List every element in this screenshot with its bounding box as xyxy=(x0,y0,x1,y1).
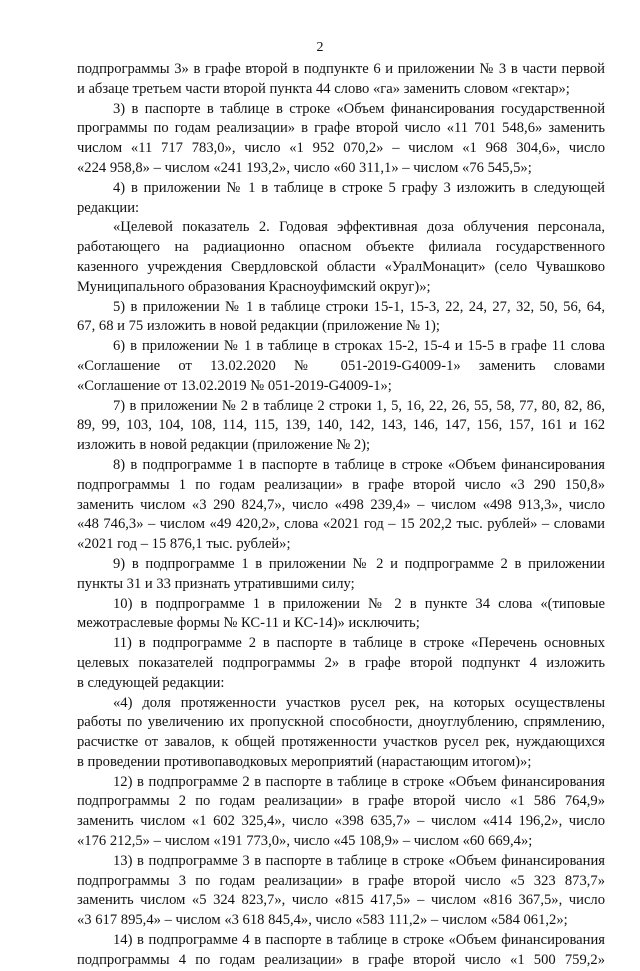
text-line: расчистке от завалов, к общей протяженности участков русел рек, нуждающихся xyxy=(77,734,605,751)
text-line: Муниципального образования Красноуфимский округ)»; xyxy=(77,278,431,295)
text-line: «4) доля протяженности участков русел рек, на которых осуществлены xyxy=(113,694,605,711)
text-line: 6) в приложении № 1 в таблице в строках 15-2, 15-4 и 15-5 в графе 11 слова xyxy=(113,338,605,355)
text-line: казенного учреждения Свердловской области «УралМонацит» (село Чувашково xyxy=(77,258,605,275)
text-line: 5) в приложении № 1 в таблице строки 15-1, 15-3, 22, 24, 27, 32, 50, 56, 64, xyxy=(113,298,605,315)
text-line: работающего на радиационно опасном объекте филиала государственного xyxy=(77,239,605,256)
text-line: 4) в приложении № 1 в таблице в строке 5 графу 3 изложить в следующей xyxy=(113,179,605,196)
body-text xyxy=(77,60,605,971)
text-line: редакции: xyxy=(77,199,140,216)
text-line: подпрограммы 3 по годам реализации» в графе второй число «5 323 873,7» xyxy=(77,872,605,889)
text-line: 11) в подпрограмме 2 в паспорте в таблице в строке «Перечень основных xyxy=(113,635,605,652)
text-line: «176 212,5» – числом «191 773,0», число «45 108,9» – числом «60 669,4»; xyxy=(77,833,533,850)
text-line: и абзаце третьем части второй пункта 44 слово «га» заменить словом «гектар»; xyxy=(77,80,570,97)
text-line: 13) в подпрограмме 3 в паспорте в таблице в строке «Объем финансирования xyxy=(113,852,605,869)
text-line: подпрограммы 4 по годам реализации» в графе второй число «1 500 759,2» xyxy=(77,951,605,968)
text-line: заменить числом «5 324 823,7», число «815 417,5» – числом «816 367,5», число xyxy=(77,892,605,909)
text-line: изложить в новой редакции (приложение № 2); xyxy=(77,437,371,454)
text-line: в следующей редакции: xyxy=(77,674,225,691)
text-line: подпрограммы 2 по годам реализации» в графе второй число «1 586 764,9» xyxy=(77,793,605,810)
text-line: целевых показателей подпрограммы 2» в графе второй подпункт 4 изложить xyxy=(77,654,605,671)
text-line: «2021 год – 15 876,1 тыс. рублей»; xyxy=(77,536,291,553)
text-line: «Соглашение от 13.02.2020 № 051-2019-G4009-1» заменить словами xyxy=(77,357,605,374)
text-line: 10) в подпрограмме 1 в приложении № 2 в пункте 34 слова «(типовые xyxy=(113,595,605,612)
text-line: программы по годам реализации» в графе второй число «11 701 548,6» заменить xyxy=(77,120,605,137)
text-line: числом «11 717 783,0», число «1 952 070,2» – числом «1 968 304,6», число xyxy=(77,140,605,157)
text-line: 89, 99, 103, 104, 108, 114, 115, 139, 140, 142, 143, 146, 147, 156, 157, 161 и 162 xyxy=(77,417,605,434)
text-line: заменить числом «1 602 325,4», число «398 635,7» – числом «414 196,2», число xyxy=(77,813,605,830)
text-line: 67, 68 и 75 изложить в новой редакции (приложение № 1); xyxy=(77,318,440,335)
text-line: 8) в подпрограмме 1 в паспорте в таблице в строке «Объем финансирования xyxy=(113,456,605,473)
text-line: 12) в подпрограмме 2 в паспорте в таблице в строке «Объем финансирования xyxy=(113,773,605,790)
text-line: «3 617 895,4» – числом «3 618 845,4», число «583 111,2» – числом «584 061,2»; xyxy=(77,912,568,929)
text-line: «48 746,3» – числом «49 420,2», слова «2021 год – 15 202,2 тыс. рублей» – словами xyxy=(77,516,605,533)
text-line: пункты 31 и 33 признать утратившими силу; xyxy=(77,575,355,592)
text-line: работы по увеличению их пропускной способности, дноуглублению, спрямлению, xyxy=(77,714,605,731)
text-line: 7) в приложении № 2 в таблице 2 строки 1, 5, 16, 22, 26, 55, 58, 77, 80, 82, 86, xyxy=(113,397,605,414)
text-line: «Целевой показатель 2. Годовая эффективная доза облучения персонала, xyxy=(113,219,605,236)
text-line: в проведении противопаводковых мероприятий (нарастающим итогом)»; xyxy=(77,753,532,770)
text-line: 9) в подпрограмме 1 в приложении № 2 и подпрограмме 2 в приложении xyxy=(113,555,605,572)
page-number: 2 xyxy=(316,40,324,55)
text-line: 14) в подпрограмме 4 в паспорте в таблице в строке «Объем финансирования xyxy=(113,932,605,949)
text-line: подпрограммы 1 по годам реализации» в графе второй число «3 290 150,8» xyxy=(77,476,605,493)
text-line: 3) в паспорте в таблице в строке «Объем финансирования государственной xyxy=(113,100,605,117)
text-line: подпрограммы 3» в графе второй в подпункте 6 и приложении № 3 в части первой xyxy=(77,61,605,77)
text-line: «224 958,8» – числом «241 193,2», число «60 311,1» – числом «76 545,5»; xyxy=(77,159,532,176)
text-line: заменить числом «3 290 824,7», число «498 239,4» – числом «498 913,3», число xyxy=(77,496,605,513)
text-line: межотраслевые формы № КС-11 и КС-14)» исключить; xyxy=(77,615,420,632)
text-line: «Соглашение от 13.02.2019 № 051-2019-G4009-1»; xyxy=(77,377,392,394)
